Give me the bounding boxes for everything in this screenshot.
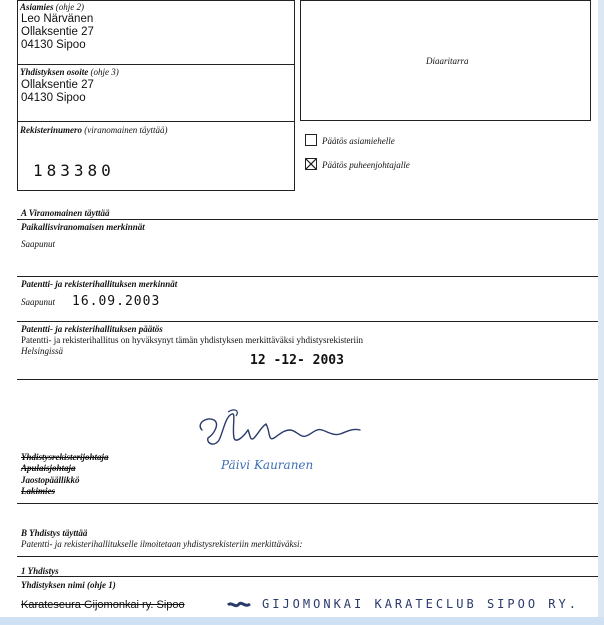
divider-signature <box>17 379 599 380</box>
role-apulaisjohtaja: Apulaisjohtaja <box>21 463 76 473</box>
role-lakimies: Lakimies <box>21 486 55 496</box>
section-b-title: B Yhdistys täyttää <box>21 528 88 538</box>
scan-edge <box>598 0 604 617</box>
divider-b <box>17 503 599 504</box>
paatos-text: Patentti- ja rekisterihallitus on hyväksynyt tämän yhdistyksen merkittäväksi yhdistysrekisteriin <box>21 335 363 345</box>
paatos-puheenjohtajalle-checkbox[interactable] <box>305 158 317 170</box>
divider-a <box>17 219 599 220</box>
asiamies-name: Leo Närvänen <box>21 13 94 25</box>
osoite-street: Ollaksentie 27 <box>21 79 94 91</box>
paatos-asiamiehelle-checkbox[interactable] <box>305 134 317 146</box>
rekisteri-label: Rekisterinumero (viranomainen täyttää) <box>20 125 168 135</box>
signature-name: Päivi Kauranen <box>221 458 314 472</box>
divider-prh <box>17 276 599 277</box>
paatos-puheenjohtajalle-label: Päätös puheenjohtajalle <box>322 160 410 170</box>
nimi-typed: Karateseura Gijomonkai ry. Sipoo <box>21 599 185 611</box>
palkallis-label: Paikallisviranomaisen merkinnät <box>21 222 145 232</box>
palkallis-saapunut: Saapunut <box>21 239 56 249</box>
viewer-bottom-bar <box>0 617 604 625</box>
scribble-mark-icon <box>227 600 251 610</box>
asiamies-street: Ollaksentie 27 <box>21 26 94 38</box>
rekisteri-number: 183380 <box>33 161 115 180</box>
divider-yhdistys <box>17 556 599 557</box>
divider-nimi <box>17 576 599 577</box>
diaaritarra-label: Diaaritarra <box>426 56 469 66</box>
divider-paatos <box>17 321 599 322</box>
section-a-title: A Viranomainen täyttää <box>21 208 110 218</box>
paatos-date-stamp: 12 -12- 2003 <box>250 353 344 368</box>
paatos-place: Helsingissä <box>21 346 64 356</box>
prh-saapunut: Saapunut <box>21 297 56 307</box>
paatos-label: Patentti- ja rekisterihallituksen päätös <box>21 324 163 334</box>
signature-scribble <box>188 408 368 458</box>
nimi-label: Yhdistyksen nimi (ohje 1) <box>21 580 116 590</box>
nimi-handwritten: GIJOMONKAI KARATECLUB SIPOO RY. <box>262 597 579 611</box>
check-x-icon <box>306 159 316 169</box>
osoite-postal: 04130 Sipoo <box>21 92 86 104</box>
prh-date-stamp: 16.09.2003 <box>72 294 161 309</box>
asiamies-postal: 04130 Sipoo <box>21 39 86 51</box>
section-b-subtitle: Patentti- ja rekisterihallitukselle ilmoitetaan yhdistysrekisteriin merkittäväksi: <box>21 539 303 549</box>
asiamies-label: Asiamies (ohje 2) <box>20 2 85 12</box>
yhdistys-label: 1 Yhdistys <box>21 566 59 576</box>
role-yhdistysrekisterijohtaja: Yhdistysrekisterijohtaja <box>21 452 109 462</box>
role-jaostopaallikko: Jaostopäällikkö <box>21 475 80 485</box>
prh-label: Patentti- ja rekisterihallituksen merkinnät <box>21 279 178 289</box>
osoite-label: Yhdistyksen osoite (ohje 3) <box>20 67 119 77</box>
paatos-asiamiehelle-label: Päätös asiamiehelle <box>322 136 395 146</box>
